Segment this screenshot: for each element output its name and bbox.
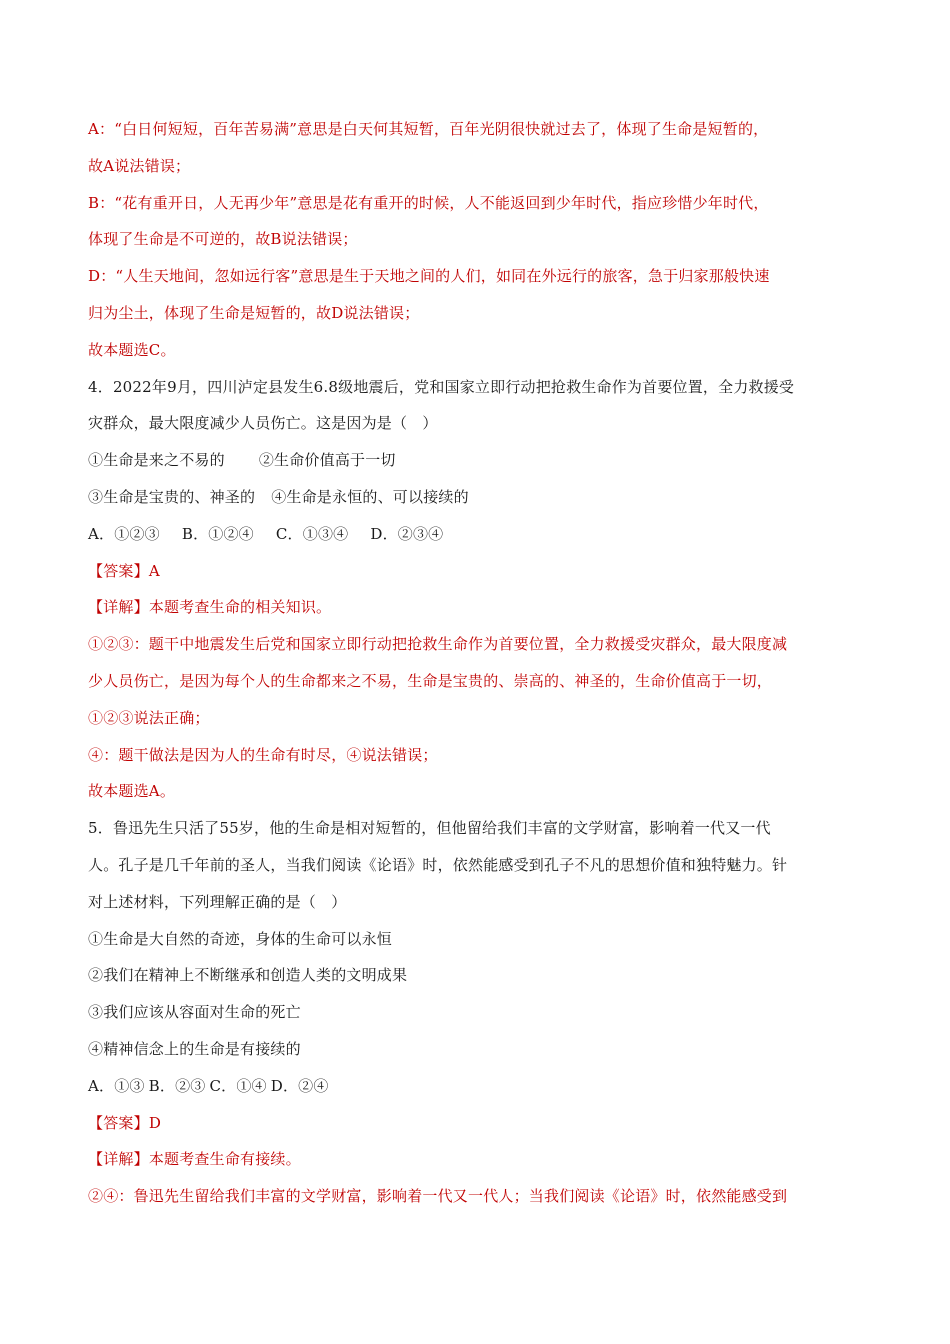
q5-item1: ①生命是大自然的奇迹，身体的生命可以永恒: [88, 929, 393, 948]
q4-detail-label: 【详解】: [88, 598, 149, 617]
q5-item3: ③我们应该从容面对生命的死亡: [88, 1003, 301, 1022]
q4-answer: [88, 553, 868, 590]
q5-detail: [88, 1141, 868, 1178]
q4-stem-line1: 4．2022年9月，四川泸定县发生6.8级地震后，党和国家立即行动把抢救生命作为首要位置，全力救援受: [88, 377, 795, 396]
q5-answer: [88, 1105, 868, 1142]
q4-explanation-line1: ①②③：题干中地震发生后党和国家立即行动把抢救生命作为首要位置，全力救援受灾群众，最大限度减: [88, 635, 788, 654]
q4-conclusion: 故本题选A。: [88, 782, 176, 801]
q5-stem-line2: 人。孔子是几千年前的圣人，当我们阅读《论语》时，依然能感受到孔子不凡的思想价值和独特魅力。针: [88, 855, 788, 874]
q5-answer-label: 【答案】: [88, 1113, 149, 1132]
q4-explanation-line4: ④：题干做法是因为人的生命有时尽，④说法错误；: [88, 745, 438, 764]
q3-explanation-b-line1: B：“花有重开日，人无再少年”意思是花有重开的时候，人不能返回到少年时代，指应珍惜少年时代，: [88, 193, 769, 212]
q4-detail: [88, 589, 868, 626]
q3-explanation-a-line1: A：“白日何短短，百年苦易满”意思是白天何其短暂，百年光阴很快就过去了，体现了生命是短暂的，: [88, 120, 769, 138]
q3-explanation-d-line1: D：“人生天地间，忽如远行客”意思是生于天地之间的人们，如同在外远行的旅客，急于归家那般快速: [88, 267, 770, 286]
q5-stem-line1: 5．鲁迅先生只活了55岁，他的生命是相对短暂的，但他留给我们丰富的文学财富，影响着一代又一代: [88, 819, 771, 838]
q5-item4: ④精神信念上的生命是有接续的: [88, 1039, 301, 1058]
q5-detail-label: 【详解】: [88, 1150, 149, 1169]
q5-item2: ②我们在精神上不断继承和创造人类的文明成果: [88, 966, 408, 985]
q4-items-row1: [88, 442, 868, 479]
q4-answer-value: A: [148, 561, 160, 580]
q4-item4: ④生命是永恒的、可以接续的: [271, 487, 469, 506]
q5-option-d: D．②④: [270, 1076, 329, 1095]
q4-option-b: B．①②④: [181, 524, 254, 543]
q5-option-c: C．①④: [209, 1076, 267, 1095]
q4-item2: ②生命价值高于一切: [258, 451, 396, 470]
q5-explanation-line1: ②④：鲁迅先生留给我们丰富的文学财富，影响着一代又一代人；当我们阅读《论语》时，依然能感受到: [88, 1187, 788, 1206]
q4-option-a: A．①②③: [88, 524, 160, 543]
q4-option-c: C．①③④: [275, 524, 349, 543]
q4-options: [88, 516, 868, 553]
q4-items-row2: [88, 479, 868, 516]
q4-item1: ①生命是来之不易的: [88, 451, 225, 470]
q4-item3: ③生命是宝贵的、神圣的: [88, 487, 256, 506]
q4-stem-line2: 灾群众，最大限度减少人员伤亡。这是因为是（ ）: [88, 414, 438, 433]
q3-explanation-d-line2: 归为尘土，体现了生命是短暂的，故D说法错误；: [88, 303, 420, 322]
q5-stem-line3: 对上述材料，下列理解正确的是（ ）: [88, 892, 347, 911]
document-page: [88, 111, 868, 1215]
q4-answer-label: 【答案】: [88, 561, 149, 580]
q5-option-a: A．①③: [88, 1076, 145, 1095]
q4-option-d: D．②③④: [370, 524, 444, 543]
q3-explanation-b-line2: 体现了生命是不可逆的，故B说法错误；: [88, 230, 358, 249]
q3-conclusion: 故本题选C。: [88, 340, 176, 359]
q4-detail-intro: 本题考查生命的相关知识。: [148, 598, 332, 617]
q5-option-b: B．②③: [148, 1076, 206, 1095]
q3-explanation-a-line2: 故A说法错误；: [88, 156, 191, 175]
q5-answer-value: D: [148, 1113, 162, 1132]
q5-options: [88, 1068, 868, 1105]
q4-explanation-line3: ①②③说法正确；: [88, 708, 210, 727]
q4-explanation-line2: 少人员伤亡，是因为每个人的生命都来之不易，生命是宝贵的、崇高的、神圣的，生命价值高于一切，: [88, 671, 773, 690]
q5-detail-intro: 本题考查生命有接续。: [148, 1150, 301, 1169]
